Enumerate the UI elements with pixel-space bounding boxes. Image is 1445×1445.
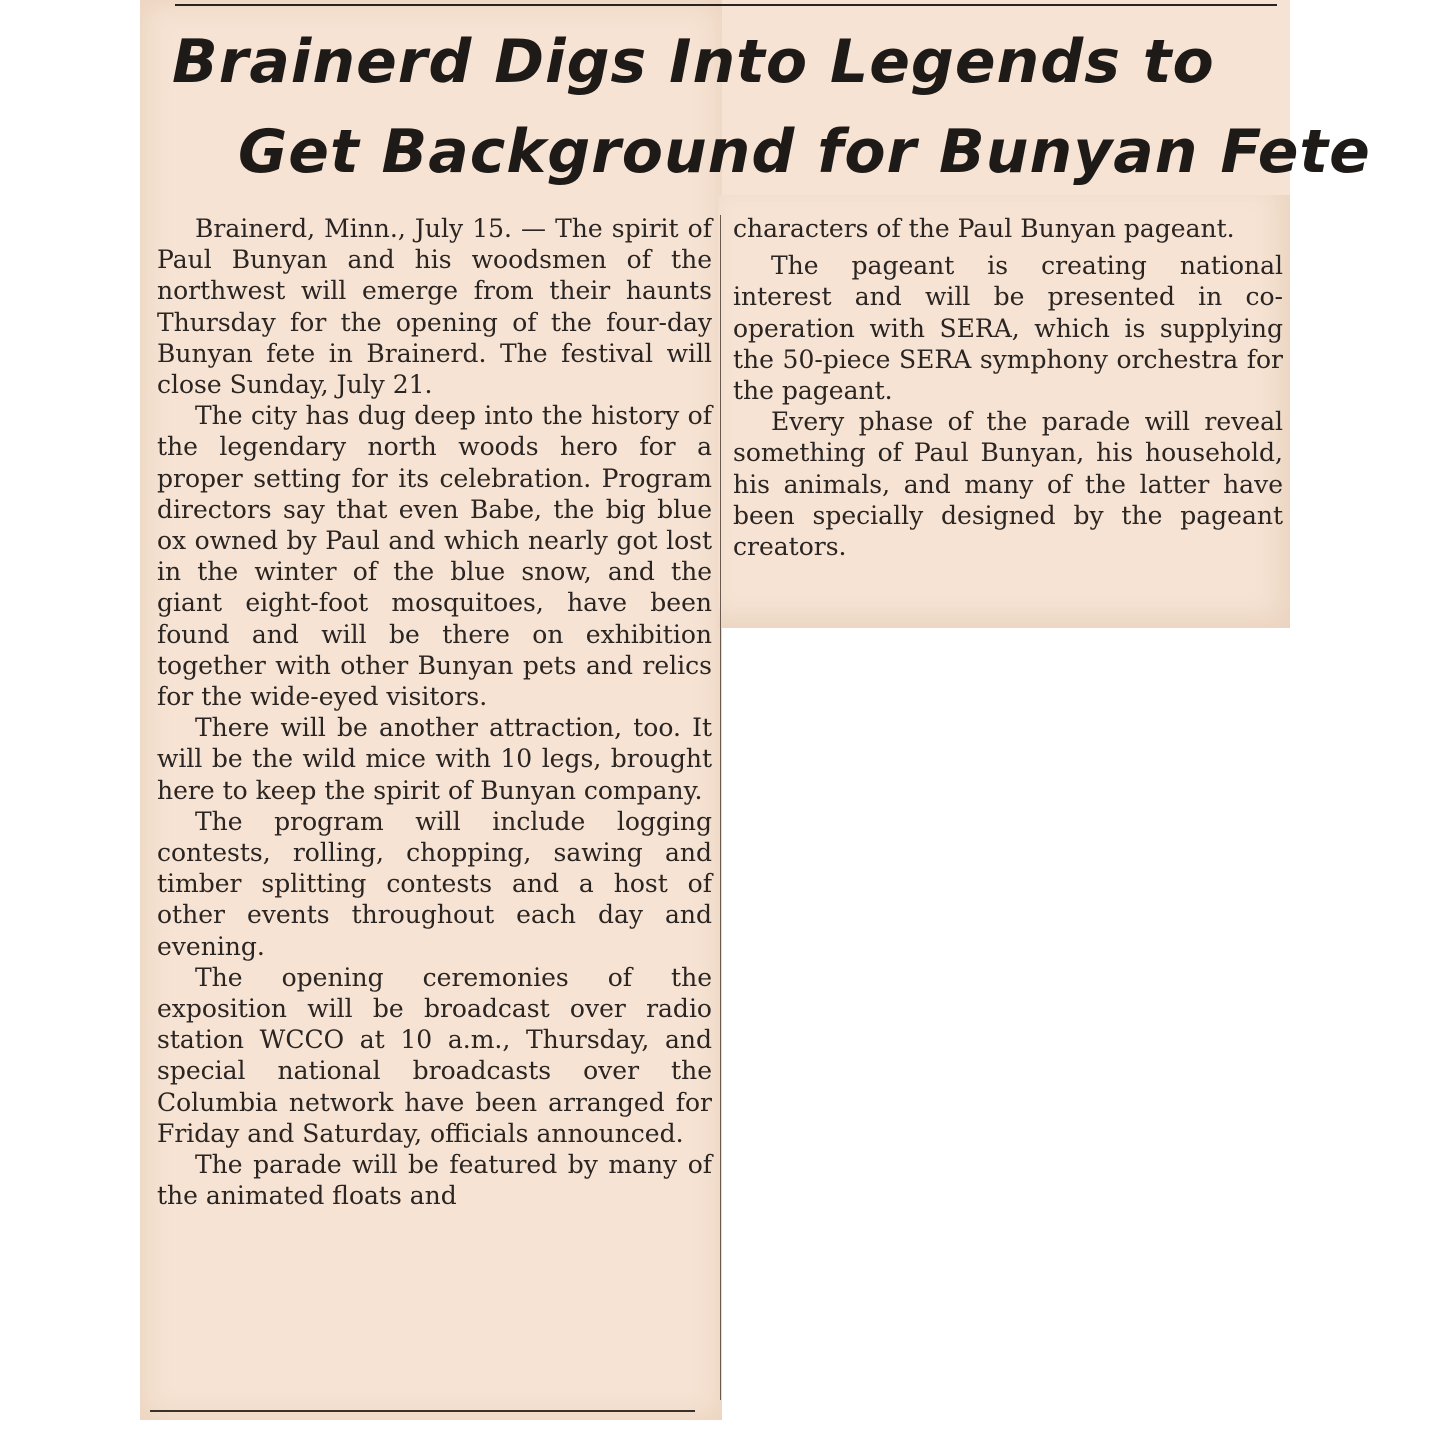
headline-line-2: Get Background for Bunyan Fete xyxy=(238,117,1371,187)
paragraph-program: The program will include logging contests, rolling, chopping, sawing and timber splitting contests and a host of other events throughout each day and evening. xyxy=(157,806,712,961)
paragraph-attraction: There will be another attraction, too. It will be the wild mice with 10 legs, brought here to keep the spirit of Bunyan company. xyxy=(157,713,712,805)
paragraph-city-history: The city has dug deep into the history of the legendary north woods hero for a proper setting for its celebration. Program directors say that even Babe, the big blue ox owned by Paul and which nearly got lost in the winter of the blue snow, and the giant eight-foot mosquitoes, have been found and will be there on exhibition together with other Bunyan pets and relics for the wide-eyed visitors. xyxy=(157,401,712,712)
headline-line-1: Brainerd Digs Into Legends to xyxy=(172,27,1215,97)
top-rule xyxy=(175,4,1277,6)
article-right-column xyxy=(733,213,1283,562)
paragraph-dateline: Brainerd, Minn., July 15. — The spirit of Paul Bunyan and his woodsmen of the northwest will emerge from their haunts Thursday for the opening of the four-day Bunyan fete in Brainerd. The festival will close Sunday, July 21. xyxy=(157,214,712,400)
column-divider xyxy=(720,215,721,1400)
paragraph-continuation: characters of the Paul Bunyan pageant. xyxy=(733,214,1235,243)
article-left-column xyxy=(157,213,712,1212)
paragraph-phase: Every phase of the parade will reveal something of Paul Bunyan, his household, his animals, and many of the latter have been specially designed by the pageant creators. xyxy=(733,407,1283,562)
paragraph-parade: The parade will be featured by many of the animated floats and xyxy=(157,1150,712,1211)
bottom-rule xyxy=(150,1410,695,1412)
paragraph-broadcast: The opening ceremonies of the exposition will be broadcast over radio station WCCO at 10 a.m., Thursday, and special national broadcasts over the Columbia network have been arranged for Friday and Saturday, officials announced. xyxy=(157,962,712,1148)
paragraph-pageant: The pageant is creating national interest and will be presented in co-operation with SERA, which is supplying the 50-piece SERA symphony orchestra for the pageant. xyxy=(733,251,1283,406)
